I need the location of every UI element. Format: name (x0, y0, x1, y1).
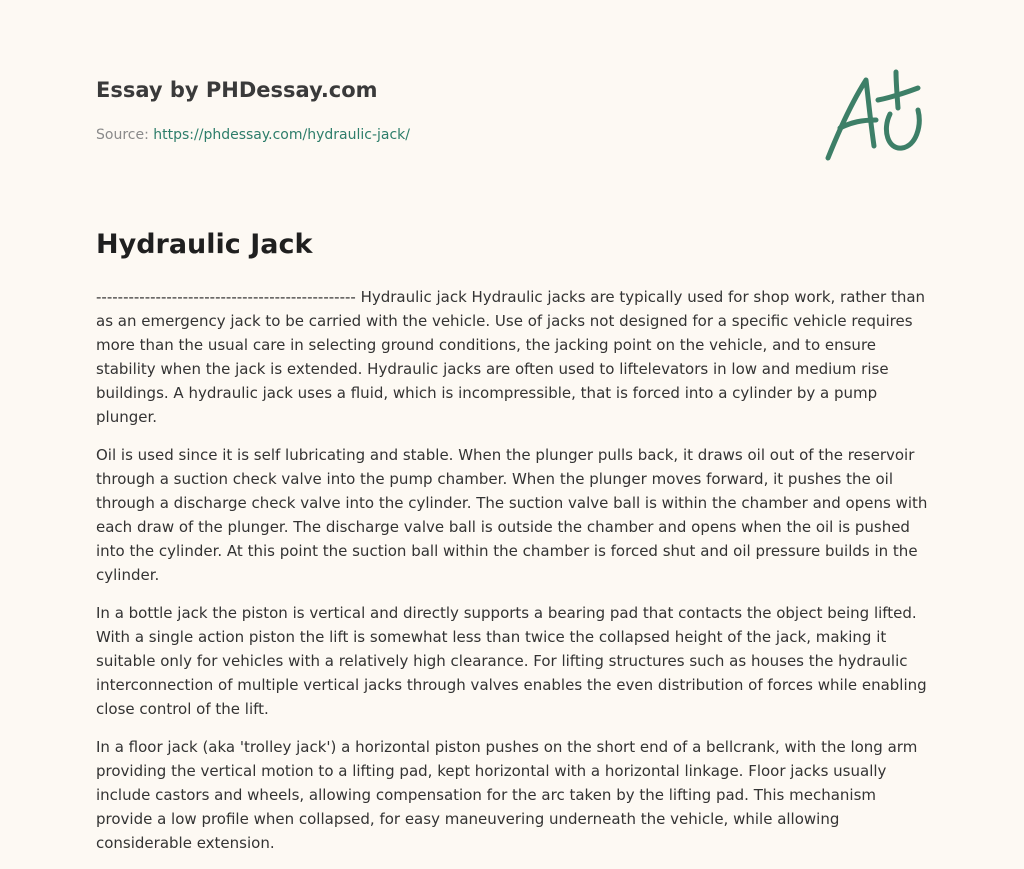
essay-body (96, 285, 928, 869)
essay-paragraph: Oil is used since it is self lubricating and stable. When the plunger pulls back, it draws oil out of the reservoir through a suction check valve into the pump chamber. When the plunger moves forward, it pushes the oil through a discharge check valve into the cylinder. The suction valve ball is within the chamber and opens with each draw of the plunger. The discharge valve ball is outside the chamber and opens when the oil is pushed into the cylinder. At this point the suction ball within the chamber is forced shut and oil pressure builds in the cylinder. (96, 446, 928, 584)
essay-paragraph: In a bottle jack the piston is vertical and directly supports a bearing pad that contacts the object being lifted. With a single action piston the lift is somewhat less than twice the collapsed height of the jack, making it suitable only for vehicles with a relatively high clearance. For lifting structures such as houses the hydraulic interconnection of multiple vertical jacks through valves enables the even distribution of forces while enabling close control of the lift. (96, 604, 927, 718)
source-link[interactable]: https://phdessay.com/hydraulic-jack/ (153, 127, 411, 143)
source-label: Source: (96, 127, 149, 143)
source-line (96, 125, 796, 145)
essay-paragraph: In a floor jack (aka 'trolley jack') a horizontal piston pushes on the short end of a bellcrank, with the long arm providing the vertical motion to a lifting pad, kept horizontal with a horizontal linkage. Floor jacks usually include castors and wheels, allowing compensation for the arc taken by the lifting pad. This mechanism provide a low profile when collapsed, for easy maneuvering underneath the vehicle, while allowing considerable extension. (96, 738, 918, 852)
site-brand: Essay by PHDessay.com (96, 78, 378, 102)
a-plus-logo (818, 66, 930, 166)
essay-header (96, 76, 796, 145)
essay-paragraph: ------------------------------------------------ Hydraulic jack Hydraulic jacks are typically used for shop work, rather than as an emergency jack to be carried with the vehicle. Use of jacks not designed for a specific vehicle requires more than the usual care in selecting ground conditions, the jacking point on the vehicle, and to ensure stability when the jack is extended. Hydraulic jacks are often used to liftelevators in low and medium rise buildings. A hydraulic jack uses a fluid, which is incompressible, that is forced into a cylinder by a pump plunger. (96, 288, 926, 426)
page-title: Hydraulic Jack (96, 229, 313, 260)
